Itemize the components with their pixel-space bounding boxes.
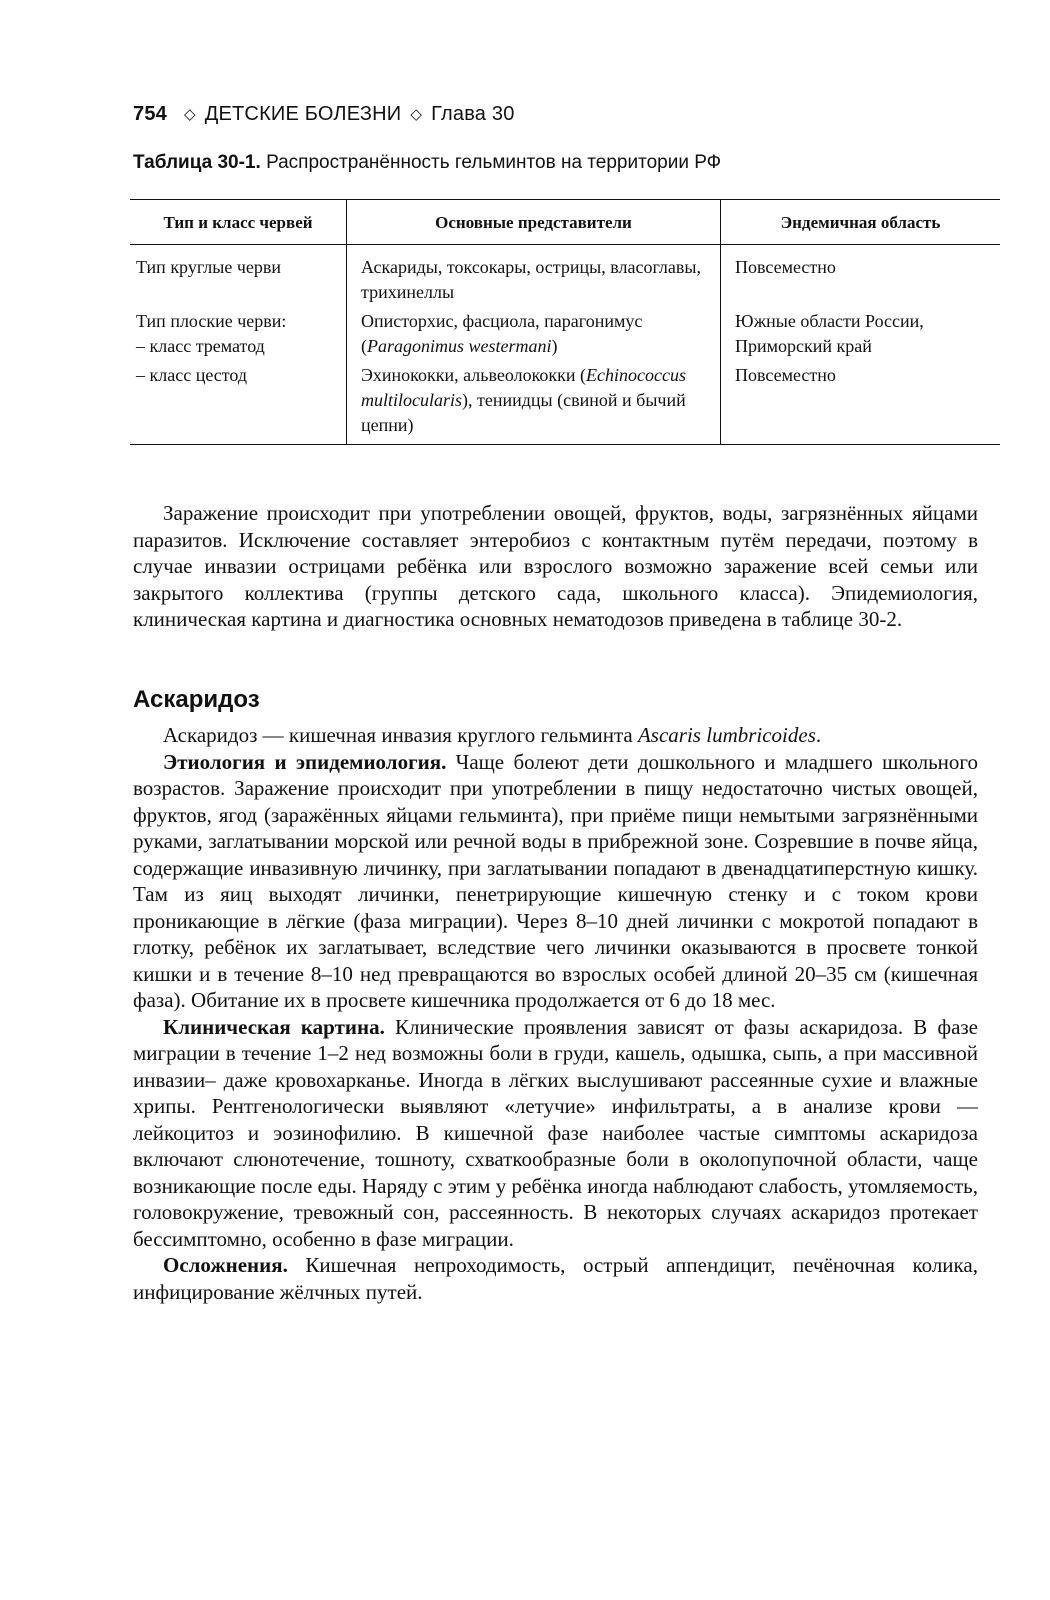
running-header (133, 103, 515, 126)
paragraph-lead: Клиническая картина. (163, 1014, 385, 1039)
table-row (130, 305, 1000, 359)
area-line: Повсеместно (735, 365, 836, 385)
table-label: Таблица 30-1. (133, 152, 261, 173)
area-cell (721, 359, 1001, 445)
definition-paragraph: Аскаридоз — кишечная инвазия круглого гельминта Ascaris lumbricoides. (163, 723, 822, 747)
area-line: Приморский край (735, 336, 872, 356)
etiology-paragraph (133, 749, 978, 1014)
table-caption (133, 152, 721, 174)
intro-paragraph: Заражение происходит при употреблении овощей, фруктов, воды, загрязнённых яйцами паразитов. Исключение составляет энтеробиоз с контактным путём передачи, поэтому в случае инвазии острицами ребёнка или взрослого возможно заражение всей семьи или закрытого коллектива (группы детского сада, школьного класса). Эпидемиология, клиническая картина и диагностика основных нематодозов приведена в таблице 30-2. (133, 501, 978, 631)
area-line: Южные области России, (735, 311, 924, 331)
table-header-row (130, 200, 1000, 245)
type-cell (130, 359, 347, 445)
paragraph-lead: Осложнения. (163, 1253, 288, 1277)
book-title: ДЕТСКИЕ БОЛЕЗНИ (204, 103, 402, 125)
clinical-paragraph (133, 1014, 978, 1253)
type-cell (130, 245, 347, 306)
type-line: – класс трематод (136, 336, 265, 356)
type-line: Тип плоские черви: (136, 311, 287, 331)
type-line: Тип круглые черви (136, 257, 282, 277)
paragraph-lead: Этиология и эпидемиология. (163, 749, 447, 774)
complications-paragraph (133, 1252, 978, 1305)
chapter-label: Глава 30 (431, 103, 515, 125)
diamond-icon: ◇ (183, 106, 196, 123)
section-body (133, 722, 978, 1305)
paragraph-text: Клинические проявления зависят от фазы аскаридоза. В фазе миграции в течение 1–2 нед возможны боли в груди, кашель, одышка, сыпь, а при массивной инвазии– даже кровохарканье. Иногда в лёгких выслушивают рассеянные сухие и влажные хрипы. Рентгенологически выявляют «летучие» инфильтраты, а в анализе крови — лейкоцитоз и эозинофилию. В кишечной фазе наиболее частые симптомы аскаридоза включают слюнотечение, тошноту, схваткообразные боли в околопупочной области, чаще возникающие после еды. Наряду с этим у ребёнка иногда наблюдают слабость, утомляемость, головокружение, тревожный сон, рассеянность. В некоторых случаях аскаридоз протекает бессимптомно, особенно в фазе миграции. (133, 1014, 979, 1251)
representatives-cell: Аскариды, токсокары, острицы, власоглавы, трихинеллы (347, 245, 721, 306)
area-line: Повсеместно (735, 257, 836, 277)
type-line: – класс цестод (136, 365, 248, 385)
paragraph-text: Кишечная непроходимость, острый аппендицит, печёночная колика, инфицирование жёлчных путей. (133, 1253, 978, 1304)
page-number: 754 (133, 103, 167, 125)
table-title: Распространённость гельминтов на территории РФ (266, 152, 722, 173)
helminth-table (130, 199, 1000, 445)
representatives-cell: Описторхис, фасциола, парагонимус (Paragonimus westermani) (347, 305, 721, 359)
type-cell (130, 305, 347, 359)
intro-text (133, 500, 978, 633)
paragraph-text: Чаще болеют дети дошкольного и младшего школьного возрастов. Заражение происходит при употреблении в пищу недостаточно чистых овощей, фруктов, ягод (заражённых яйцами гельминта), при приёме пищи немытыми загрязнёнными руками, заглатывании морской или речной воды в прибрежной зоне. Созревшие в почве яйца, содержащие инвазивную личинку, при заглатывании попадают в двенадцатиперстную кишку. Там из яиц выходят личинки, пенетрирующие кишечную стенку и с током крови проникающие в лёгкие (фаза миграции). Через 8–10 дней личинки с мокротой попадают в глотку, ребёнок их заглатывает, вследствие чего личинки оказываются в просвете тонкой кишки и в течение 8–10 нед превращаются во взрослых особей длиной 20–35 см (кишечная фаза). Обитание их в просвете кишечника продолжается от 6 до 18 мес. (133, 749, 978, 1012)
area-cell (721, 245, 1001, 306)
table-row (130, 359, 1000, 445)
representatives-cell: Эхинококки, альвеолококки (Echinococcus multilocularis), тениидцы (свиной и бычий цепни) (347, 359, 721, 445)
column-header: Тип и класс червей (130, 200, 347, 245)
area-cell (721, 305, 1001, 359)
section-heading: Аскаридоз (133, 686, 260, 713)
column-header: Основные представители (347, 200, 721, 245)
column-header: Эндемичная область (721, 200, 1001, 245)
table-row (130, 245, 1000, 306)
diamond-icon: ◇ (410, 106, 423, 123)
